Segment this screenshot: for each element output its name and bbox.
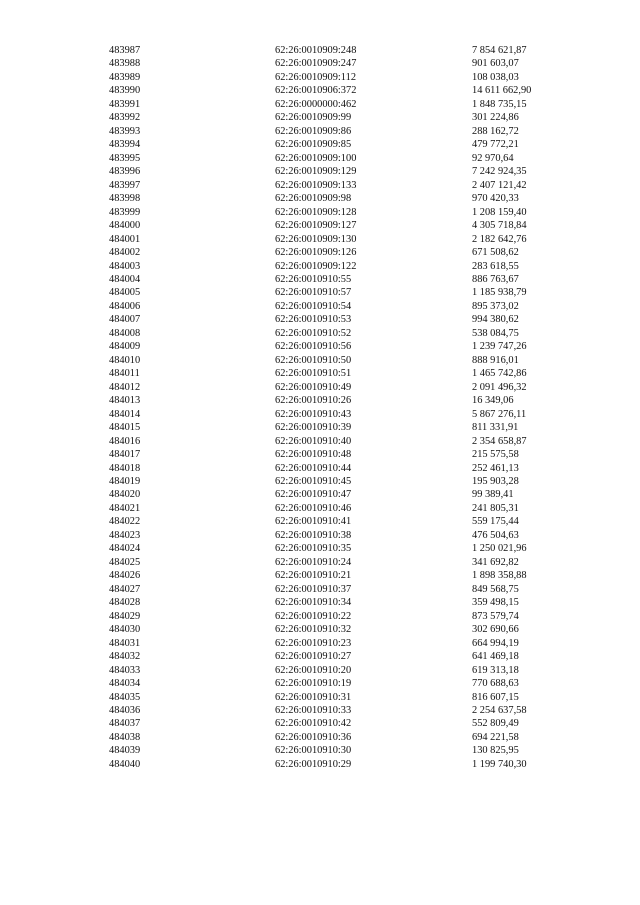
cadastral-number: 62:26:0010910:26 xyxy=(275,395,352,407)
table-row xyxy=(109,542,569,555)
row-number: 483987 xyxy=(109,45,141,56)
cadastral-value: 671 508,62 xyxy=(472,247,519,259)
cadastral-value: 1 465 742,86 xyxy=(472,368,527,380)
table-row xyxy=(109,125,569,138)
row-number: 484001 xyxy=(109,233,141,245)
cadastral-number: 62:26:0010909:86 xyxy=(275,125,352,137)
cadastral-number: 62:26:0010910:42 xyxy=(275,718,352,730)
cadastral-value: 816 607,15 xyxy=(472,691,519,703)
row-number: 483995 xyxy=(109,152,141,164)
row-number: 484038 xyxy=(109,731,141,743)
cadastral-number: 62:26:0010910:24 xyxy=(275,556,352,568)
table-row xyxy=(109,691,569,704)
row-number: 484003 xyxy=(109,260,141,272)
table-row xyxy=(109,57,569,70)
row-number: 484019 xyxy=(109,476,141,487)
cadastral-value: 341 692,82 xyxy=(472,556,519,568)
cadastral-value: 1 898 358,88 xyxy=(472,570,527,582)
table-row xyxy=(109,233,569,246)
row-number: 483991 xyxy=(109,98,141,110)
row-number: 484007 xyxy=(109,314,141,326)
cadastral-number: 62:26:0010910:53 xyxy=(275,314,352,326)
row-number: 483999 xyxy=(109,206,141,218)
row-number: 483994 xyxy=(109,139,141,151)
row-number: 484018 xyxy=(109,462,141,474)
table-row xyxy=(109,84,569,97)
cadastral-value: 1 208 159,40 xyxy=(472,206,527,218)
table-row xyxy=(109,515,569,528)
table-row xyxy=(109,206,569,219)
table-row xyxy=(109,677,569,690)
cadastral-number: 62:26:0010910:31 xyxy=(275,691,352,703)
table-row xyxy=(109,421,569,434)
cadastral-number: 62:26:0010909:247 xyxy=(275,58,357,70)
cadastral-number: 62:26:0010910:41 xyxy=(275,516,352,528)
table-row xyxy=(109,569,569,582)
cadastral-value: 195 903,28 xyxy=(472,476,519,487)
row-number: 484009 xyxy=(109,341,141,353)
cadastral-value: 252 461,13 xyxy=(472,462,519,474)
cadastral-value: 130 825,95 xyxy=(472,745,519,757)
cadastral-number: 62:26:0010910:47 xyxy=(275,489,352,501)
cadastral-number: 62:26:0010910:36 xyxy=(275,731,352,743)
cadastral-number: 62:26:0010910:23 xyxy=(275,637,352,649)
row-number: 484039 xyxy=(109,745,141,757)
row-number: 483989 xyxy=(109,71,141,83)
row-number: 484035 xyxy=(109,691,141,703)
cadastral-number: 62:26:0010910:20 xyxy=(275,664,352,676)
table-row xyxy=(109,152,569,165)
cadastral-value: 288 162,72 xyxy=(472,125,519,137)
cadastral-value-table xyxy=(109,44,569,771)
cadastral-number: 62:26:0010910:33 xyxy=(275,704,352,716)
cadastral-value: 2 091 496,32 xyxy=(472,381,527,393)
table-row xyxy=(109,623,569,636)
cadastral-number: 62:26:0010910:50 xyxy=(275,354,352,366)
table-row xyxy=(109,448,569,461)
cadastral-number: 62:26:0010909:130 xyxy=(275,233,357,245)
cadastral-number: 62:26:0010910:46 xyxy=(275,502,352,514)
table-row xyxy=(109,192,569,205)
row-number: 484031 xyxy=(109,637,141,649)
table-row xyxy=(109,381,569,394)
row-number: 484015 xyxy=(109,422,141,434)
row-number: 483988 xyxy=(109,58,141,70)
row-number: 484021 xyxy=(109,502,141,514)
table-row xyxy=(109,111,569,124)
cadastral-number: 62:26:0010909:112 xyxy=(275,71,357,83)
cadastral-number: 62:26:0010910:38 xyxy=(275,529,352,541)
cadastral-value: 14 611 662,90 xyxy=(472,85,532,97)
cadastral-value: 901 603,07 xyxy=(472,58,519,70)
row-number: 484037 xyxy=(109,718,141,730)
cadastral-number: 62:26:0010910:34 xyxy=(275,597,352,609)
row-number: 484030 xyxy=(109,624,141,636)
table-row xyxy=(109,394,569,407)
cadastral-value: 1 239 747,26 xyxy=(472,341,527,353)
cadastral-number: 62:26:0010910:44 xyxy=(275,462,352,474)
cadastral-number: 62:26:0010909:129 xyxy=(275,166,357,178)
cadastral-number: 62:26:0010909:85 xyxy=(275,139,352,151)
cadastral-value: 2 407 121,42 xyxy=(472,179,527,191)
cadastral-value: 664 994,19 xyxy=(472,637,519,649)
cadastral-number: 62:26:0010910:37 xyxy=(275,583,352,595)
cadastral-number: 62:26:0010910:22 xyxy=(275,610,352,622)
row-number: 484024 xyxy=(109,543,141,555)
row-number: 483997 xyxy=(109,179,141,191)
cadastral-value: 476 504,63 xyxy=(472,529,519,541)
row-number: 484006 xyxy=(109,300,141,312)
cadastral-number: 62:26:0010910:45 xyxy=(275,476,352,487)
cadastral-number: 62:26:0010910:19 xyxy=(275,678,352,690)
row-number: 484033 xyxy=(109,664,141,676)
cadastral-value: 1 185 938,79 xyxy=(472,287,527,299)
table-row xyxy=(109,313,569,326)
row-number: 484029 xyxy=(109,610,141,622)
cadastral-value: 4 305 718,84 xyxy=(472,220,527,232)
cadastral-value: 92 970,64 xyxy=(472,152,514,164)
cadastral-value: 1 250 021,96 xyxy=(472,543,527,555)
table-row xyxy=(109,704,569,717)
cadastral-number: 62:26:0010910:29 xyxy=(275,758,352,770)
table-row xyxy=(109,462,569,475)
row-number: 483998 xyxy=(109,193,141,205)
cadastral-value: 888 916,01 xyxy=(472,354,519,366)
cadastral-number: 62:26:0010910:49 xyxy=(275,381,352,393)
table-row xyxy=(109,367,569,380)
row-number: 484013 xyxy=(109,395,141,407)
table-row xyxy=(109,744,569,757)
cadastral-value: 811 331,91 xyxy=(472,422,519,434)
cadastral-value: 619 313,18 xyxy=(472,664,519,676)
cadastral-number: 62:26:0010910:40 xyxy=(275,435,352,447)
row-number: 484034 xyxy=(109,678,141,690)
row-number: 484017 xyxy=(109,449,141,461)
table-row xyxy=(109,354,569,367)
cadastral-value: 7 854 621,87 xyxy=(472,45,527,56)
table-row xyxy=(109,488,569,501)
cadastral-number: 62:26:0010910:56 xyxy=(275,341,352,353)
cadastral-number: 62:26:0010909:122 xyxy=(275,260,357,272)
row-number: 484005 xyxy=(109,287,141,299)
row-number: 484026 xyxy=(109,570,141,582)
row-number: 484010 xyxy=(109,354,141,366)
table-row xyxy=(109,246,569,259)
table-row xyxy=(109,179,569,192)
cadastral-value: 552 809,49 xyxy=(472,718,519,730)
cadastral-number: 62:26:0010909:126 xyxy=(275,247,357,259)
row-number: 483993 xyxy=(109,125,141,137)
cadastral-value: 479 772,21 xyxy=(472,139,519,151)
cadastral-value: 873 579,74 xyxy=(472,610,519,622)
row-number: 484027 xyxy=(109,583,141,595)
row-number: 484028 xyxy=(109,597,141,609)
cadastral-value: 2 182 642,76 xyxy=(472,233,527,245)
cadastral-number: 62:26:0010906:372 xyxy=(275,85,357,97)
cadastral-number: 62:26:0010910:51 xyxy=(275,368,352,380)
table-row xyxy=(109,731,569,744)
cadastral-number: 62:26:0010909:133 xyxy=(275,179,357,191)
row-number: 483992 xyxy=(109,112,141,124)
cadastral-number: 62:26:0010910:48 xyxy=(275,449,352,461)
cadastral-value: 16 349,06 xyxy=(472,395,514,407)
cadastral-number: 62:26:0010910:39 xyxy=(275,422,352,434)
cadastral-number: 62:26:0010910:32 xyxy=(275,624,352,636)
cadastral-number: 62:26:0010910:27 xyxy=(275,651,352,663)
cadastral-number: 62:26:0010909:100 xyxy=(275,152,357,164)
cadastral-number: 62:26:0010910:21 xyxy=(275,570,352,582)
table-row xyxy=(109,583,569,596)
table-row xyxy=(109,637,569,650)
row-number: 484040 xyxy=(109,758,141,770)
cadastral-value: 301 224,86 xyxy=(472,112,519,124)
table-row xyxy=(109,475,569,488)
table-row xyxy=(109,44,569,57)
table-row xyxy=(109,300,569,313)
table-row xyxy=(109,650,569,663)
table-row xyxy=(109,340,569,353)
cadastral-number: 62:26:0000000:462 xyxy=(275,98,357,110)
row-number: 484032 xyxy=(109,651,141,663)
row-number: 484004 xyxy=(109,273,141,285)
cadastral-value: 538 084,75 xyxy=(472,327,519,339)
cadastral-number: 62:26:0010909:128 xyxy=(275,206,357,218)
table-row xyxy=(109,408,569,421)
table-row xyxy=(109,556,569,569)
cadastral-number: 62:26:0010909:99 xyxy=(275,112,352,124)
cadastral-number: 62:26:0010909:98 xyxy=(275,193,352,205)
cadastral-number: 62:26:0010910:35 xyxy=(275,543,352,555)
cadastral-number: 62:26:0010909:127 xyxy=(275,220,357,232)
cadastral-value: 241 805,31 xyxy=(472,502,519,514)
cadastral-value: 7 242 924,35 xyxy=(472,166,527,178)
cadastral-value: 283 618,55 xyxy=(472,260,519,272)
table-row xyxy=(109,529,569,542)
cadastral-value: 2 254 637,58 xyxy=(472,704,527,716)
table-row xyxy=(109,138,569,151)
cadastral-value: 5 867 276,11 xyxy=(472,408,527,420)
cadastral-value: 302 690,66 xyxy=(472,624,519,636)
cadastral-value: 694 221,58 xyxy=(472,731,519,743)
table-row xyxy=(109,758,569,771)
cadastral-number: 62:26:0010910:30 xyxy=(275,745,352,757)
cadastral-number: 62:26:0010910:52 xyxy=(275,327,352,339)
row-number: 484016 xyxy=(109,435,141,447)
row-number: 484036 xyxy=(109,704,141,716)
cadastral-value: 970 420,33 xyxy=(472,193,519,205)
cadastral-value: 641 469,18 xyxy=(472,651,519,663)
cadastral-value: 1 848 735,15 xyxy=(472,98,527,110)
table-row xyxy=(109,273,569,286)
row-number: 484023 xyxy=(109,529,141,541)
cadastral-value: 849 568,75 xyxy=(472,583,519,595)
table-row xyxy=(109,165,569,178)
row-number: 484020 xyxy=(109,489,141,501)
table-row xyxy=(109,717,569,730)
cadastral-number: 62:26:0010909:248 xyxy=(275,45,357,56)
cadastral-value: 559 175,44 xyxy=(472,516,519,528)
table-row xyxy=(109,71,569,84)
table-row xyxy=(109,286,569,299)
row-number: 484008 xyxy=(109,327,141,339)
cadastral-value: 886 763,67 xyxy=(472,273,519,285)
table-row xyxy=(109,502,569,515)
row-number: 483990 xyxy=(109,85,141,97)
table-row xyxy=(109,219,569,232)
cadastral-value: 99 389,41 xyxy=(472,489,514,501)
cadastral-value: 108 038,03 xyxy=(472,71,519,83)
table-row xyxy=(109,327,569,340)
row-number: 484022 xyxy=(109,516,141,528)
row-number: 484025 xyxy=(109,556,141,568)
cadastral-number: 62:26:0010910:43 xyxy=(275,408,352,420)
row-number: 484014 xyxy=(109,408,141,420)
cadastral-number: 62:26:0010910:55 xyxy=(275,273,352,285)
table-row xyxy=(109,260,569,273)
row-number: 484002 xyxy=(109,247,141,259)
table-row xyxy=(109,98,569,111)
cadastral-value: 770 688,63 xyxy=(472,678,519,690)
row-number: 484000 xyxy=(109,220,141,232)
cadastral-value: 994 380,62 xyxy=(472,314,519,326)
table-row xyxy=(109,664,569,677)
table-row xyxy=(109,435,569,448)
cadastral-value: 215 575,58 xyxy=(472,449,519,461)
cadastral-value: 2 354 658,87 xyxy=(472,435,527,447)
table-row xyxy=(109,610,569,623)
row-number: 483996 xyxy=(109,166,141,178)
cadastral-value: 895 373,02 xyxy=(472,300,519,312)
row-number: 484012 xyxy=(109,381,141,393)
cadastral-number: 62:26:0010910:57 xyxy=(275,287,352,299)
cadastral-value: 1 199 740,30 xyxy=(472,758,527,770)
cadastral-value: 359 498,15 xyxy=(472,597,519,609)
table-row xyxy=(109,596,569,609)
row-number: 484011 xyxy=(109,368,140,380)
cadastral-number: 62:26:0010910:54 xyxy=(275,300,352,312)
